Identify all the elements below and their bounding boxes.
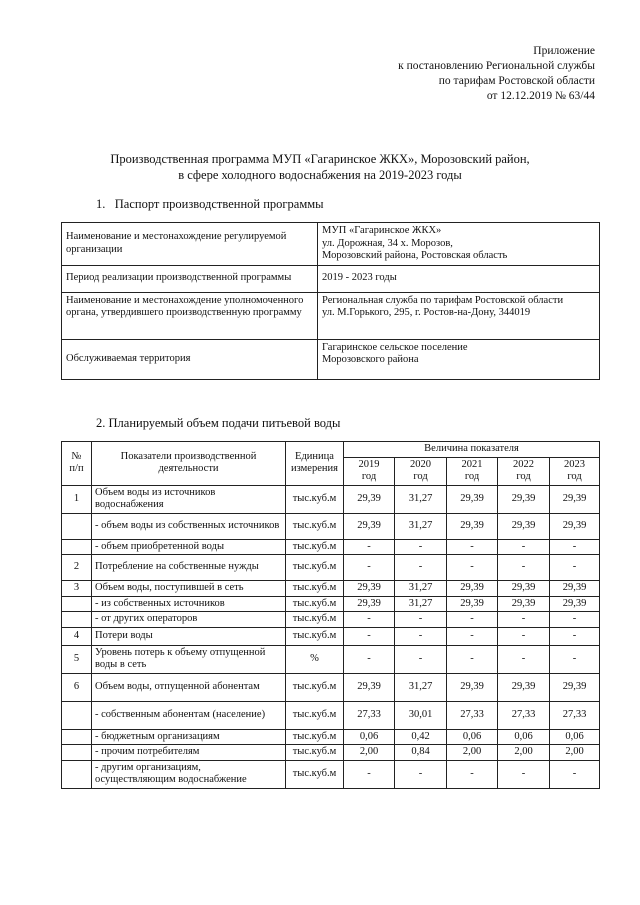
row-indicator: Уровень потерь к объему отпущенной воды в сеть: [92, 645, 286, 673]
table-row: [62, 596, 600, 612]
row-indicator: Объем воды, поступившей в сеть: [92, 581, 286, 597]
header-year: 2022 год: [498, 457, 550, 485]
passport-label: Период реализации производственной программы: [62, 265, 318, 292]
table-row: [62, 513, 600, 539]
row-value: 29,39: [550, 581, 600, 597]
row-value: 30,01: [395, 701, 447, 729]
row-value: 29,39: [447, 673, 498, 701]
row-value: -: [550, 645, 600, 673]
row-value: -: [447, 760, 498, 788]
row-value: -: [344, 760, 395, 788]
row-indicator: - объем воды из собственных источников: [92, 513, 286, 539]
section-1-heading: 1. Паспорт производственной программы: [96, 197, 324, 211]
row-value: -: [498, 645, 550, 673]
row-indicator: Потери воды: [92, 627, 286, 645]
row-unit: тыс.куб.м: [286, 627, 344, 645]
row-indicator: Объем воды из источников водоснабжения: [92, 485, 286, 513]
row-value: -: [395, 627, 447, 645]
row-value: -: [395, 645, 447, 673]
header-unit: Единица измерения: [286, 442, 344, 486]
row-value: -: [447, 645, 498, 673]
row-number: 2: [62, 555, 92, 581]
section-2-heading: 2. Планируемый объем подачи питьевой воды: [96, 416, 341, 430]
row-value: -: [550, 539, 600, 555]
row-number: [62, 596, 92, 612]
row-value: 2,00: [344, 745, 395, 761]
row-value: 2,00: [498, 745, 550, 761]
row-value: 0,06: [550, 729, 600, 745]
row-indicator: - бюджетным организациям: [92, 729, 286, 745]
row-unit: тыс.куб.м: [286, 581, 344, 597]
row-indicator: - собственным абонентам (население): [92, 701, 286, 729]
row-number: [62, 701, 92, 729]
row-indicator: - прочим потребителям: [92, 745, 286, 761]
approval-line: по тарифам Ростовской области: [438, 75, 595, 87]
row-value: 29,39: [447, 485, 498, 513]
row-indicator: - объем приобретенной воды: [92, 539, 286, 555]
header-year: 2021 год: [447, 457, 498, 485]
row-number: [62, 513, 92, 539]
row-value: -: [344, 627, 395, 645]
row-value: -: [344, 555, 395, 581]
row-number: 5: [62, 645, 92, 673]
row-value: 0,06: [344, 729, 395, 745]
passport-label: Обслуживаемая территория: [62, 339, 318, 379]
row-unit: тыс.куб.м: [286, 673, 344, 701]
row-value: 29,39: [498, 596, 550, 612]
plan-table: [61, 441, 600, 789]
passport-value: Гагаринское сельское поселение Морозовского района: [318, 339, 600, 379]
row-indicator: - из собственных источников: [92, 596, 286, 612]
passport-label: Наименование и местонахождение регулируемой организации: [62, 223, 318, 266]
row-value: -: [395, 539, 447, 555]
passport-label: Наименование и местонахождение уполномоченного органа, утвердившего производственную программу: [62, 292, 318, 339]
row-number: [62, 760, 92, 788]
row-value: 27,33: [498, 701, 550, 729]
row-value: 29,39: [498, 581, 550, 597]
row-value: 2,00: [550, 745, 600, 761]
passport-table: [61, 222, 600, 380]
row-number: 3: [62, 581, 92, 597]
row-value: 29,39: [344, 596, 395, 612]
passport-value: МУП «Гагаринское ЖКХ» ул. Дорожная, 34 х. Морозов, Морозовский района, Ростовская область: [318, 223, 600, 266]
row-unit: тыс.куб.м: [286, 745, 344, 761]
row-unit: тыс.куб.м: [286, 596, 344, 612]
row-unit: тыс.куб.м: [286, 555, 344, 581]
table-row: [62, 729, 600, 745]
row-value: -: [395, 760, 447, 788]
row-value: 29,39: [344, 485, 395, 513]
row-value: -: [447, 555, 498, 581]
header-year: 2019 год: [344, 457, 395, 485]
row-value: 29,39: [344, 673, 395, 701]
passport-value: Региональная служба по тарифам Ростовской области ул. М.Горького, 295, г. Ростов-на-Дону, 344019: [318, 292, 600, 339]
row-unit: тыс.куб.м: [286, 729, 344, 745]
table-row: [62, 760, 600, 788]
row-unit: тыс.куб.м: [286, 612, 344, 628]
table-row: [62, 485, 600, 513]
row-value: -: [498, 555, 550, 581]
row-value: -: [550, 627, 600, 645]
row-value: -: [498, 612, 550, 628]
row-value: -: [550, 555, 600, 581]
document-title: [0, 152, 640, 183]
title-line: Производственная программа МУП «Гагаринское ЖКХ», Морозовский район,: [110, 152, 530, 166]
row-unit: %: [286, 645, 344, 673]
table-row: [62, 581, 600, 597]
plan-header-row: [62, 442, 600, 458]
table-row: [62, 673, 600, 701]
row-number: [62, 745, 92, 761]
row-indicator: - другим организациям, осуществляющим водоснабжение: [92, 760, 286, 788]
row-value: 29,39: [550, 513, 600, 539]
row-value: 0,06: [498, 729, 550, 745]
row-number: 1: [62, 485, 92, 513]
row-value: 29,39: [447, 513, 498, 539]
row-value: -: [344, 645, 395, 673]
row-value: 31,27: [395, 581, 447, 597]
row-value: 29,39: [447, 596, 498, 612]
approval-line: Приложение: [533, 45, 595, 57]
row-unit: тыс.куб.м: [286, 701, 344, 729]
row-value: 31,27: [395, 485, 447, 513]
row-unit: тыс.куб.м: [286, 513, 344, 539]
passport-row: [62, 223, 600, 266]
approval-block: [398, 44, 595, 104]
row-value: -: [498, 539, 550, 555]
row-value: 29,39: [498, 485, 550, 513]
header-num: № п/п: [62, 442, 92, 486]
header-value: Величина показателя: [344, 442, 600, 458]
table-row: [62, 745, 600, 761]
row-value: -: [498, 760, 550, 788]
row-value: 2,00: [447, 745, 498, 761]
row-value: 29,39: [498, 673, 550, 701]
table-row: [62, 555, 600, 581]
row-number: [62, 729, 92, 745]
row-indicator: - от других операторов: [92, 612, 286, 628]
approval-line: к постановлению Региональной службы: [398, 60, 595, 72]
row-number: [62, 539, 92, 555]
row-value: 29,39: [344, 513, 395, 539]
row-value: -: [344, 539, 395, 555]
row-unit: тыс.куб.м: [286, 539, 344, 555]
row-value: -: [550, 760, 600, 788]
header-indicator: Показатели производственной деятельности: [92, 442, 286, 486]
header-year: 2020 год: [395, 457, 447, 485]
row-number: [62, 612, 92, 628]
row-value: -: [447, 612, 498, 628]
row-value: 29,39: [550, 596, 600, 612]
row-indicator: Объем воды, отпущенной абонентам: [92, 673, 286, 701]
row-unit: тыс.куб.м: [286, 760, 344, 788]
row-value: 29,39: [344, 581, 395, 597]
row-value: -: [344, 612, 395, 628]
row-unit: тыс.куб.м: [286, 485, 344, 513]
passport-row: [62, 265, 600, 292]
row-number: 4: [62, 627, 92, 645]
row-value: -: [447, 539, 498, 555]
passport-row: [62, 339, 600, 379]
row-value: 29,39: [447, 581, 498, 597]
table-row: [62, 612, 600, 628]
row-value: 29,39: [550, 485, 600, 513]
row-indicator: Потребление на собственные нужды: [92, 555, 286, 581]
row-value: 27,33: [447, 701, 498, 729]
row-number: 6: [62, 673, 92, 701]
row-value: 27,33: [344, 701, 395, 729]
row-value: 0,06: [447, 729, 498, 745]
row-value: 29,39: [550, 673, 600, 701]
row-value: 27,33: [550, 701, 600, 729]
passport-row: [62, 292, 600, 339]
approval-line: от 12.12.2019 № 63/44: [486, 90, 595, 102]
table-row: [62, 701, 600, 729]
row-value: -: [498, 627, 550, 645]
row-value: -: [395, 612, 447, 628]
row-value: -: [550, 612, 600, 628]
row-value: -: [395, 555, 447, 581]
row-value: 0,84: [395, 745, 447, 761]
row-value: 0,42: [395, 729, 447, 745]
title-line: в сфере холодного водоснабжения на 2019-2023 годы: [178, 167, 462, 182]
table-row: [62, 645, 600, 673]
table-row: [62, 627, 600, 645]
row-value: 31,27: [395, 673, 447, 701]
table-row: [62, 539, 600, 555]
passport-value: 2019 - 2023 годы: [318, 265, 600, 292]
row-value: 31,27: [395, 513, 447, 539]
row-value: 29,39: [498, 513, 550, 539]
row-value: -: [447, 627, 498, 645]
plan-body: [62, 485, 600, 788]
header-year: 2023 год: [550, 457, 600, 485]
row-value: 31,27: [395, 596, 447, 612]
